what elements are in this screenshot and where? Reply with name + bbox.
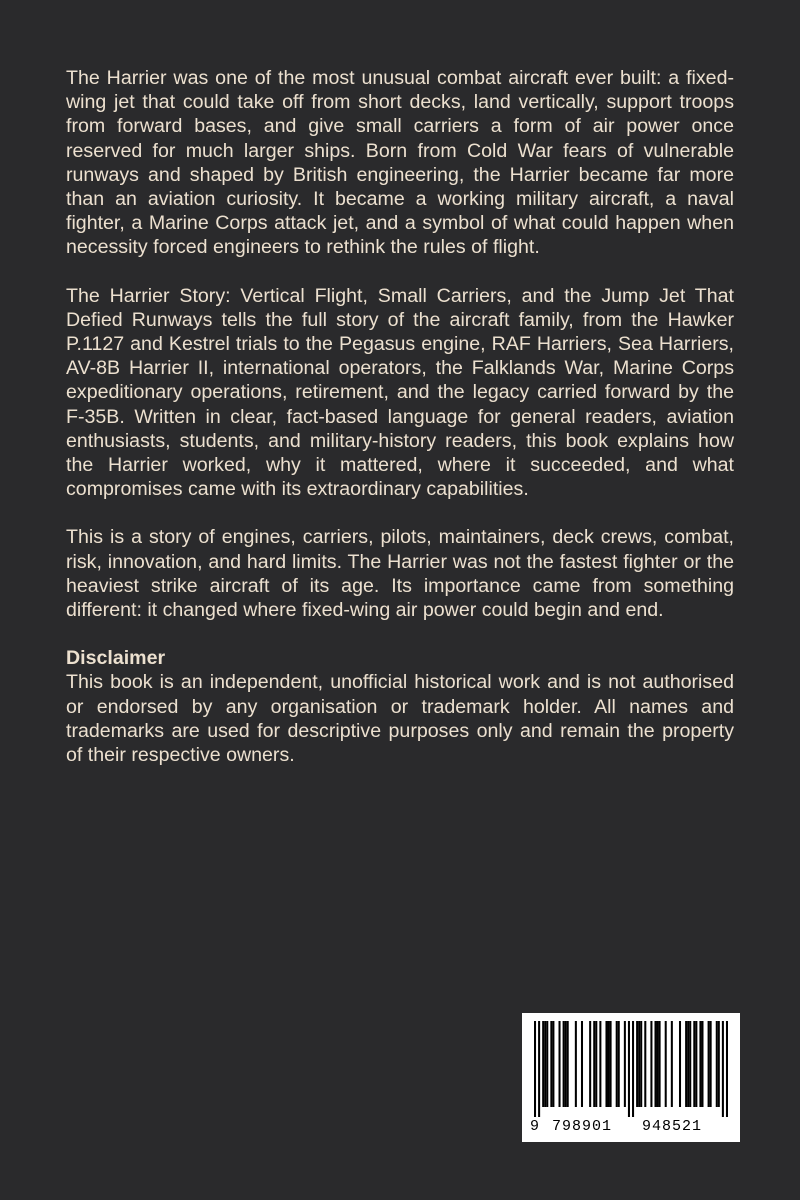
barcode-bar bbox=[685, 1021, 687, 1107]
disclaimer-text: This book is an independent, unofficial historical work and is not authorised or endorsed by any organisation or trademark holder. All names and trademarks are used for descriptive purposes only and remain the property of their respective owners. bbox=[66, 671, 734, 767]
barcode-bar bbox=[699, 1021, 701, 1107]
barcode-bar bbox=[644, 1021, 646, 1107]
barcode-first-digit: 9 bbox=[530, 1118, 540, 1135]
description-paragraph-3: This is a story of engines, carriers, pilots, maintainers, deck crews, combat, risk, innovation, and hard limits. The Harrier was not the fastest fighter or the heaviest strike aircraft of its age. Its importance came from something different: it changed where fixed-wing air power could begin and end. bbox=[66, 526, 734, 622]
barcode-right-group: 948521 bbox=[642, 1118, 703, 1135]
barcode-bar bbox=[679, 1021, 681, 1107]
barcode-bar bbox=[550, 1021, 552, 1107]
description-paragraph-1: The Harrier was one of the most unusual combat aircraft ever built: a fixed-wing jet that could take off from short decks, land vertically, support troops from forward bases, and give small carriers a form of air power once reserved for much larger ships. Born from Cold War fears of vulnerable runways and shaped by British engineering, the Harrier became far more than an aviation curiosity. It became a working military aircraft, a naval fighter, a Marine Corps attack jet, and a symbol of what could happen when necessity forced engineers to rethink the rules of flight. bbox=[66, 67, 734, 259]
barcode-bar bbox=[632, 1021, 634, 1117]
barcode-bar bbox=[695, 1021, 697, 1107]
barcode-bar bbox=[708, 1021, 710, 1107]
barcode-bar bbox=[636, 1021, 638, 1107]
barcode-bar bbox=[575, 1021, 577, 1107]
barcode-bar bbox=[710, 1021, 712, 1107]
barcode-bars bbox=[534, 1021, 728, 1117]
barcode-bar bbox=[599, 1021, 601, 1107]
barcode-digits bbox=[522, 1117, 740, 1137]
barcode-left-group: 798901 bbox=[552, 1118, 613, 1135]
barcode-bar bbox=[671, 1021, 673, 1107]
barcode-bar bbox=[546, 1021, 548, 1107]
barcode-bar bbox=[618, 1021, 620, 1107]
barcode-bar bbox=[687, 1021, 689, 1107]
barcode-bar bbox=[716, 1021, 718, 1107]
barcode-bar bbox=[665, 1021, 667, 1107]
barcode-bar bbox=[610, 1021, 612, 1107]
barcode-bar bbox=[624, 1021, 626, 1107]
barcode-bar bbox=[638, 1021, 640, 1107]
barcode-bar bbox=[595, 1021, 597, 1107]
barcode-bar bbox=[593, 1021, 595, 1107]
barcode-bar bbox=[581, 1021, 583, 1107]
barcode-bar bbox=[544, 1021, 546, 1107]
barcode-bar bbox=[534, 1021, 536, 1117]
barcode-bar bbox=[693, 1021, 695, 1107]
barcode-bar bbox=[640, 1021, 642, 1107]
barcode-bar bbox=[650, 1021, 652, 1107]
barcode-bar bbox=[657, 1021, 659, 1107]
barcode-bar bbox=[563, 1021, 565, 1107]
barcode-bar bbox=[659, 1021, 661, 1107]
barcode-bar bbox=[605, 1021, 607, 1107]
barcode-bar bbox=[608, 1021, 610, 1107]
isbn-barcode bbox=[522, 1013, 740, 1142]
barcode-bar bbox=[589, 1021, 591, 1107]
back-cover-text bbox=[66, 66, 734, 767]
barcode-bar bbox=[718, 1021, 720, 1107]
barcode-bar bbox=[552, 1021, 554, 1107]
barcode-bar bbox=[701, 1021, 703, 1107]
barcode-bar bbox=[616, 1021, 618, 1107]
disclaimer-section bbox=[66, 646, 734, 767]
barcode-bar bbox=[567, 1021, 569, 1107]
barcode-bar bbox=[726, 1021, 728, 1117]
disclaimer-heading: Disclaimer bbox=[66, 647, 166, 670]
barcode-bar bbox=[722, 1021, 724, 1117]
description-paragraph-2: The Harrier Story: Vertical Flight, Small Carriers, and the Jump Jet That Defied Runways tells the full story of the aircraft family, from the Hawker P.1127 and Kestrel trials to the Pegasus engine, RAF Harriers, Sea Harriers, AV-8B Harrier II, international operators, the Falklands War, Marine Corps expeditionary operations, retirement, and the legacy carried forward by the F-35B. Written in clear, fact-based language for general readers, aviation enthusiasts, students, and military-history readers, this book explains how the Harrier worked, why it mattered, where it succeeded, and what compromises came with its extraordinary capabilities. bbox=[66, 284, 734, 501]
barcode-bar bbox=[628, 1021, 630, 1117]
barcode-bar bbox=[654, 1021, 656, 1107]
barcode-bar bbox=[538, 1021, 540, 1117]
barcode-bar bbox=[689, 1021, 691, 1107]
barcode-bar bbox=[542, 1021, 544, 1107]
barcode-bar bbox=[559, 1021, 561, 1107]
barcode-bar bbox=[565, 1021, 567, 1107]
